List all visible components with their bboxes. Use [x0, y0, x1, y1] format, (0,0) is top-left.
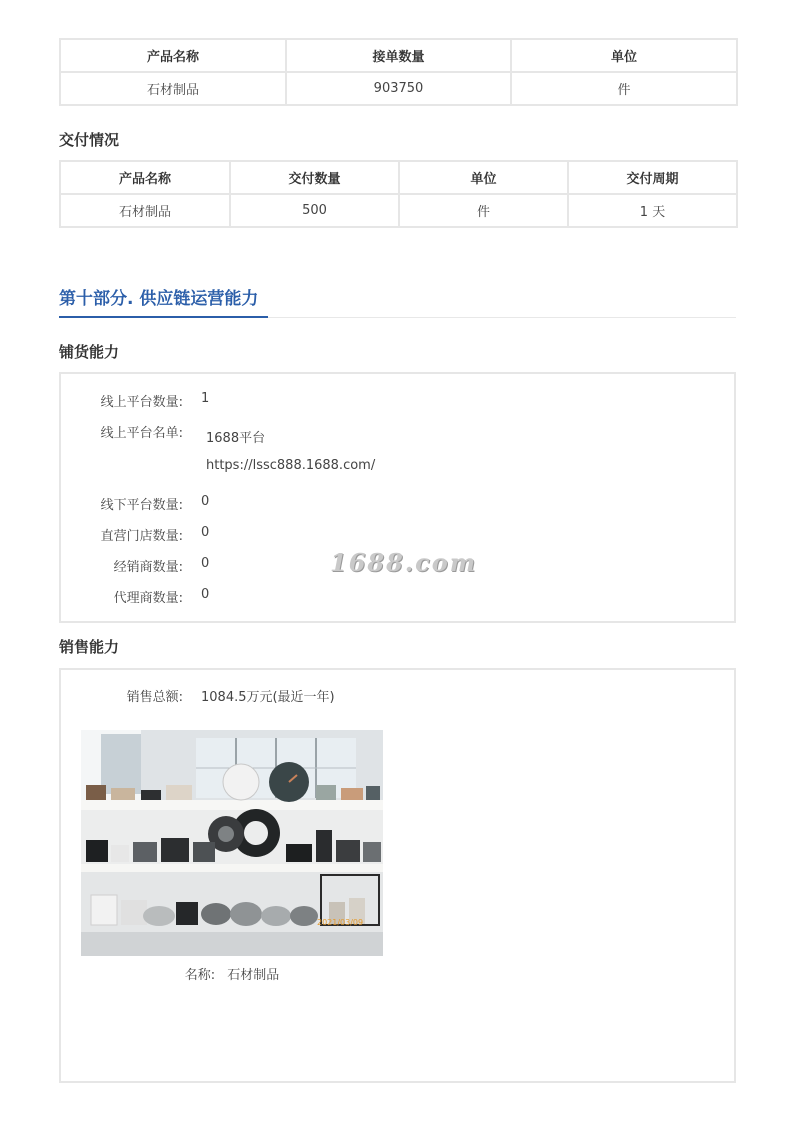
order-cell-product: 石材制品: [60, 72, 286, 105]
order-header-quantity: 接单数量: [286, 39, 511, 72]
offline-count-label: 线下平台数量:: [100, 498, 183, 513]
delivery-cell-cycle: 1 天: [568, 194, 737, 227]
delivery-cell-product: 石材制品: [60, 194, 230, 227]
watermark-logo: 1688.com: [330, 548, 478, 577]
photo-caption-value: 石材制品: [227, 968, 280, 983]
delivery-header-unit: 单位: [399, 161, 568, 194]
sales-heading: 销售能力: [59, 638, 120, 656]
order-table: [59, 38, 738, 106]
order-cell-unit: 件: [511, 72, 737, 105]
delivery-table: [59, 160, 738, 228]
dealer-value: 0: [201, 556, 210, 571]
online-list-label: 线上平台名单:: [100, 426, 183, 441]
agent-label: 代理商数量:: [113, 591, 183, 606]
direct-store-label: 直营门店数量:: [100, 529, 183, 544]
online-platform-name: 1688平台: [206, 431, 266, 446]
distribution-heading: 铺货能力: [59, 343, 120, 361]
photo-date-stamp: 2021/03/09: [317, 918, 364, 927]
online-count-label: 线上平台数量:: [100, 395, 183, 410]
online-platform-url[interactable]: https://lssc888.1688.com/: [206, 458, 376, 473]
order-header-product: 产品名称: [60, 39, 286, 72]
product-photo[interactable]: [81, 730, 383, 956]
sales-total-label: 销售总额:: [126, 690, 183, 705]
delivery-header-quantity: 交付数量: [230, 161, 399, 194]
delivery-heading: 交付情况: [59, 131, 120, 149]
delivery-cell-unit: 件: [399, 194, 568, 227]
order-header-unit: 单位: [511, 39, 737, 72]
sales-total-value: 1084.5万元(最近一年): [201, 690, 335, 705]
offline-count-value: 0: [201, 494, 210, 509]
online-count-value: 1: [201, 391, 210, 406]
dealer-label: 经销商数量:: [113, 560, 183, 575]
photo-caption: [81, 964, 383, 983]
table-row: [60, 194, 737, 227]
order-cell-quantity: 903750: [286, 72, 511, 105]
delivery-header-cycle: 交付周期: [568, 161, 737, 194]
agent-value: 0: [201, 587, 210, 602]
table-row: [60, 72, 737, 105]
delivery-cell-quantity: 500: [230, 194, 399, 227]
delivery-header-product: 产品名称: [60, 161, 230, 194]
direct-store-value: 0: [201, 525, 210, 540]
section-title-underline: [59, 316, 268, 318]
section-title: 第十部分. 供应链运营能力: [59, 289, 259, 309]
photo-caption-label: 名称:: [184, 968, 216, 983]
